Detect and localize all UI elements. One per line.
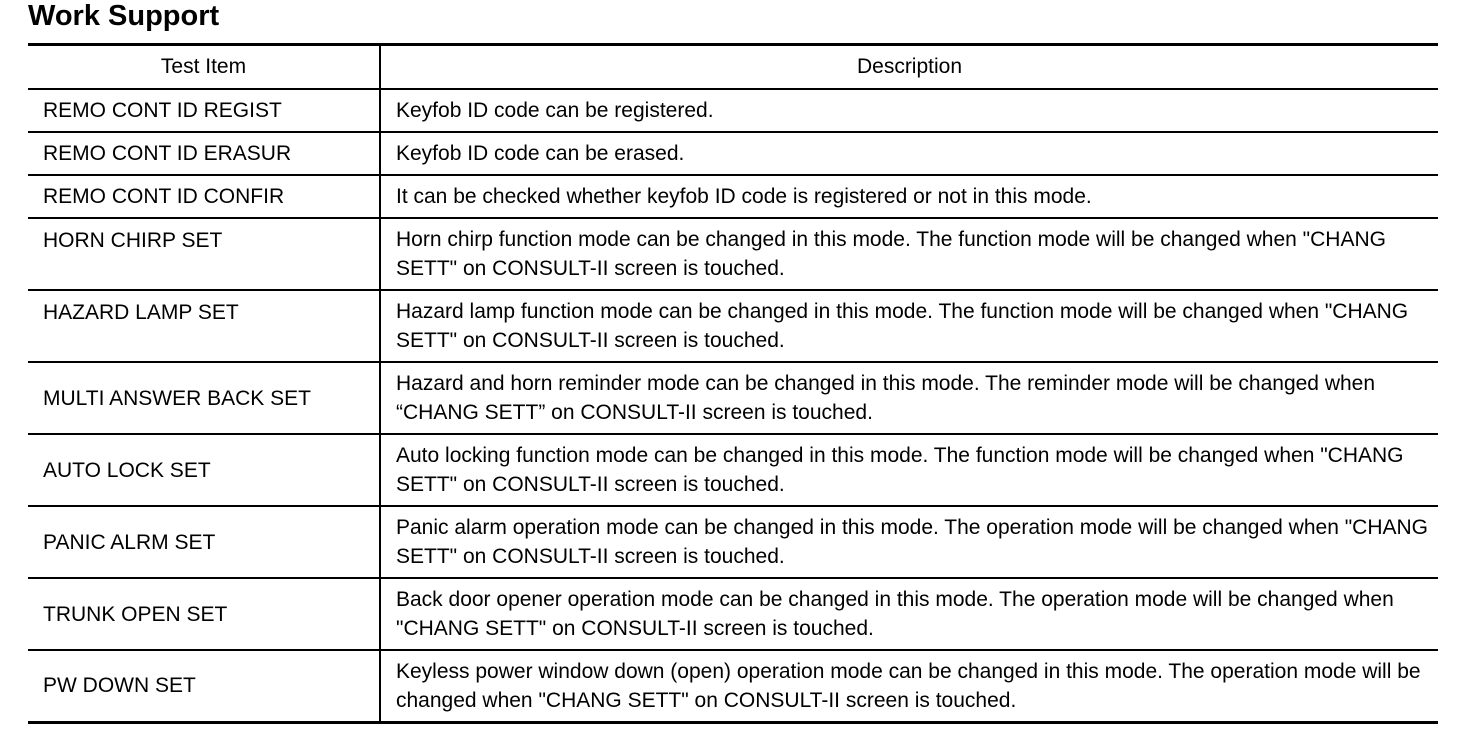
table-row bbox=[28, 362, 1438, 434]
description-cell: Keyless power window down (open) operation mode can be changed in this mode. The operation mode will be changed when "CHANG SETT" on CONSULT-II screen is touched. bbox=[380, 650, 1438, 722]
test-item-cell: REMO CONT ID REGIST bbox=[28, 89, 380, 132]
table-row bbox=[28, 578, 1438, 650]
table-row bbox=[28, 175, 1438, 218]
column-header-description: Description bbox=[380, 45, 1438, 90]
table-header-row bbox=[28, 45, 1438, 90]
table-row bbox=[28, 650, 1438, 722]
test-item-cell: REMO CONT ID ERASUR bbox=[28, 132, 380, 175]
description-cell: Panic alarm operation mode can be changed in this mode. The operation mode will be changed when "CHANG SETT" on CONSULT-II screen is touched. bbox=[380, 506, 1438, 578]
description-cell: Auto locking function mode can be changed in this mode. The function mode will be changed when "CHANG SETT" on CONSULT-II screen is touched. bbox=[380, 434, 1438, 506]
test-item-cell: TRUNK OPEN SET bbox=[28, 578, 380, 650]
description-cell: Hazard lamp function mode can be changed in this mode. The function mode will be changed when "CHANG SETT" on CONSULT-II screen is touched. bbox=[380, 290, 1438, 362]
table-row bbox=[28, 89, 1438, 132]
description-cell: Back door opener operation mode can be changed in this mode. The operation mode will be changed when "CHANG SETT" on CONSULT-II screen is touched. bbox=[380, 578, 1438, 650]
test-item-cell: PANIC ALRM SET bbox=[28, 506, 380, 578]
description-cell: Keyfob ID code can be registered. bbox=[380, 89, 1438, 132]
test-item-cell: MULTI ANSWER BACK SET bbox=[28, 362, 380, 434]
test-item-cell: AUTO LOCK SET bbox=[28, 434, 380, 506]
description-cell: Horn chirp function mode can be changed in this mode. The function mode will be changed when "CHANG SETT" on CONSULT-II screen is touched. bbox=[380, 218, 1438, 290]
table-row bbox=[28, 434, 1438, 506]
table-row bbox=[28, 290, 1438, 362]
column-header-test-item: Test Item bbox=[28, 45, 380, 90]
description-cell: Hazard and horn reminder mode can be changed in this mode. The reminder mode will be changed when “CHANG SETT” on CONSULT-II screen is touched. bbox=[380, 362, 1438, 434]
table-row bbox=[28, 506, 1438, 578]
test-item-cell: HORN CHIRP SET bbox=[28, 218, 380, 290]
work-support-table bbox=[28, 43, 1438, 724]
table-row bbox=[28, 132, 1438, 175]
test-item-cell: HAZARD LAMP SET bbox=[28, 290, 380, 362]
description-cell: Keyfob ID code can be erased. bbox=[380, 132, 1438, 175]
test-item-cell: REMO CONT ID CONFIR bbox=[28, 175, 380, 218]
test-item-cell: PW DOWN SET bbox=[28, 650, 380, 722]
description-cell: It can be checked whether keyfob ID code is registered or not in this mode. bbox=[380, 175, 1438, 218]
table-row bbox=[28, 218, 1438, 290]
page-title: Work Support bbox=[28, 0, 220, 32]
